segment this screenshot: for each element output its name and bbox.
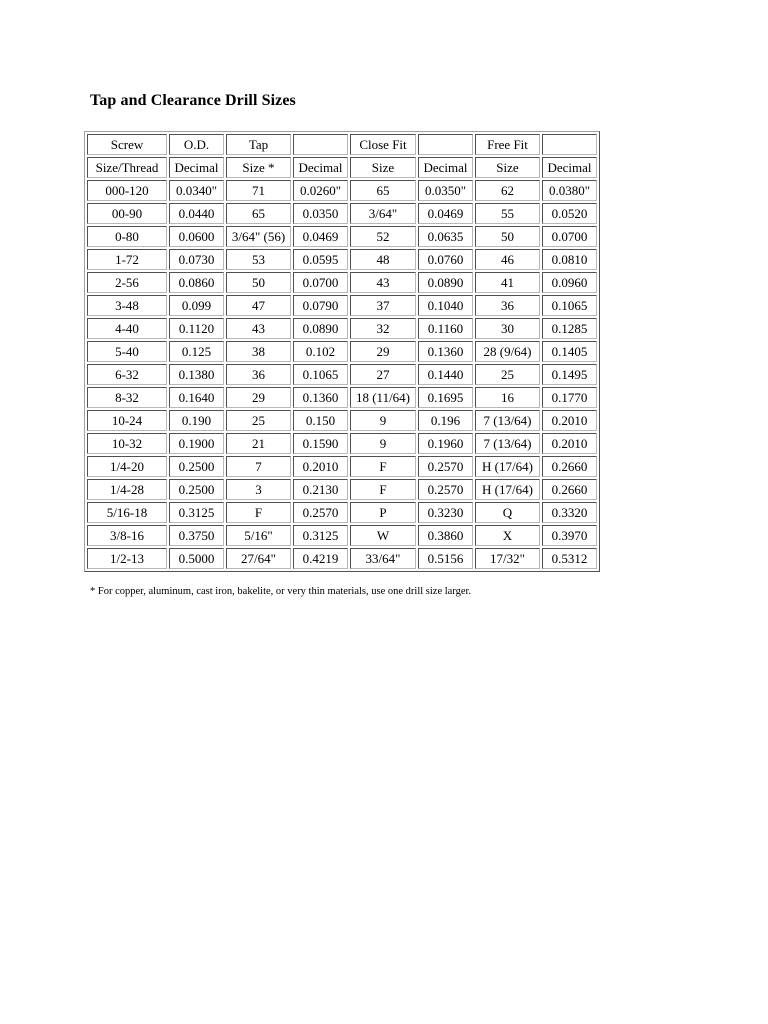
cell-free-fit-decimal: 0.1495 xyxy=(542,364,597,385)
cell-tap-decimal: 0.1360 xyxy=(293,387,348,408)
cell-tap-decimal: 0.150 xyxy=(293,410,348,431)
cell-tap-size: 21 xyxy=(226,433,291,454)
cell-free-fit-decimal: 0.2010 xyxy=(542,433,597,454)
drill-size-table-body xyxy=(87,134,597,569)
cell-free-fit-size: X xyxy=(475,525,540,546)
header-od-decimal: Decimal xyxy=(169,157,224,178)
cell-od-decimal: 0.125 xyxy=(169,341,224,362)
cell-free-fit-size: 41 xyxy=(475,272,540,293)
cell-free-fit-decimal: 0.0700 xyxy=(542,226,597,247)
cell-tap-size: 71 xyxy=(226,180,291,201)
table-row xyxy=(87,226,597,247)
cell-od-decimal: 0.0440 xyxy=(169,203,224,224)
cell-free-fit-size: 16 xyxy=(475,387,540,408)
cell-screw-size: 6-32 xyxy=(87,364,167,385)
cell-free-fit-size: Q xyxy=(475,502,540,523)
cell-tap-decimal: 0.2570 xyxy=(293,502,348,523)
cell-screw-size: 0-80 xyxy=(87,226,167,247)
table-row xyxy=(87,180,597,201)
header-close-decimal: Decimal xyxy=(418,157,473,178)
cell-close-fit-decimal: 0.0635 xyxy=(418,226,473,247)
header-close-fit: Close Fit xyxy=(350,134,416,155)
cell-free-fit-size: 62 xyxy=(475,180,540,201)
cell-tap-decimal: 0.0700 xyxy=(293,272,348,293)
header-free-size: Size xyxy=(475,157,540,178)
cell-screw-size: 4-40 xyxy=(87,318,167,339)
header-tap: Tap xyxy=(226,134,291,155)
cell-tap-decimal: 0.2130 xyxy=(293,479,348,500)
drill-size-table xyxy=(84,131,600,572)
cell-close-fit-decimal: 0.0760 xyxy=(418,249,473,270)
table-row xyxy=(87,387,597,408)
cell-od-decimal: 0.0730 xyxy=(169,249,224,270)
cell-od-decimal: 0.1120 xyxy=(169,318,224,339)
header-blank-tap-decimal xyxy=(293,134,348,155)
table-row xyxy=(87,272,597,293)
cell-tap-size: 25 xyxy=(226,410,291,431)
cell-screw-size: 10-24 xyxy=(87,410,167,431)
cell-free-fit-decimal: 0.1285 xyxy=(542,318,597,339)
cell-tap-size: F xyxy=(226,502,291,523)
cell-tap-size: 50 xyxy=(226,272,291,293)
cell-close-fit-size: 27 xyxy=(350,364,416,385)
cell-free-fit-size: 7 (13/64) xyxy=(475,433,540,454)
cell-tap-decimal: 0.1590 xyxy=(293,433,348,454)
cell-close-fit-size: 48 xyxy=(350,249,416,270)
cell-free-fit-size: 50 xyxy=(475,226,540,247)
cell-free-fit-size: 46 xyxy=(475,249,540,270)
header-tap-size: Size * xyxy=(226,157,291,178)
cell-screw-size: 5-40 xyxy=(87,341,167,362)
cell-screw-size: 10-32 xyxy=(87,433,167,454)
cell-free-fit-size: 7 (13/64) xyxy=(475,410,540,431)
cell-free-fit-decimal: 0.0960 xyxy=(542,272,597,293)
cell-tap-decimal: 0.0260" xyxy=(293,180,348,201)
cell-free-fit-decimal: 0.0810 xyxy=(542,249,597,270)
cell-close-fit-size: 9 xyxy=(350,410,416,431)
table-row xyxy=(87,295,597,316)
cell-tap-size: 5/16" xyxy=(226,525,291,546)
table-row xyxy=(87,433,597,454)
cell-free-fit-decimal: 0.2660 xyxy=(542,479,597,500)
table-row xyxy=(87,456,597,477)
cell-tap-size: 7 xyxy=(226,456,291,477)
cell-free-fit-decimal: 0.1065 xyxy=(542,295,597,316)
cell-screw-size: 3-48 xyxy=(87,295,167,316)
cell-free-fit-size: 36 xyxy=(475,295,540,316)
cell-close-fit-size: 65 xyxy=(350,180,416,201)
cell-screw-size: 000-120 xyxy=(87,180,167,201)
cell-close-fit-size: F xyxy=(350,479,416,500)
cell-free-fit-decimal: 0.2010 xyxy=(542,410,597,431)
cell-screw-size: 00-90 xyxy=(87,203,167,224)
cell-tap-decimal: 0.0595 xyxy=(293,249,348,270)
cell-tap-decimal: 0.0790 xyxy=(293,295,348,316)
header-od: O.D. xyxy=(169,134,224,155)
cell-close-fit-decimal: 0.0350" xyxy=(418,180,473,201)
cell-od-decimal: 0.5000 xyxy=(169,548,224,569)
cell-screw-size: 1/2-13 xyxy=(87,548,167,569)
cell-od-decimal: 0.1640 xyxy=(169,387,224,408)
cell-od-decimal: 0.190 xyxy=(169,410,224,431)
cell-screw-size: 3/8-16 xyxy=(87,525,167,546)
table-header-row-1 xyxy=(87,134,597,155)
cell-screw-size: 2-56 xyxy=(87,272,167,293)
cell-tap-decimal: 0.102 xyxy=(293,341,348,362)
cell-tap-decimal: 0.2010 xyxy=(293,456,348,477)
cell-close-fit-size: 3/64" xyxy=(350,203,416,224)
cell-close-fit-decimal: 0.5156 xyxy=(418,548,473,569)
cell-tap-decimal: 0.0890 xyxy=(293,318,348,339)
cell-free-fit-decimal: 0.1405 xyxy=(542,341,597,362)
cell-tap-size: 47 xyxy=(226,295,291,316)
cell-close-fit-size: F xyxy=(350,456,416,477)
cell-od-decimal: 0.099 xyxy=(169,295,224,316)
cell-close-fit-size: 32 xyxy=(350,318,416,339)
cell-tap-decimal: 0.0469 xyxy=(293,226,348,247)
cell-od-decimal: 0.2500 xyxy=(169,479,224,500)
cell-free-fit-size: H (17/64) xyxy=(475,456,540,477)
cell-free-fit-decimal: 0.3320 xyxy=(542,502,597,523)
cell-close-fit-decimal: 0.2570 xyxy=(418,479,473,500)
header-blank-free-decimal xyxy=(542,134,597,155)
table-row xyxy=(87,318,597,339)
page-title: Tap and Clearance Drill Sizes xyxy=(90,92,296,109)
cell-close-fit-size: P xyxy=(350,502,416,523)
header-tap-decimal: Decimal xyxy=(293,157,348,178)
cell-close-fit-decimal: 0.0890 xyxy=(418,272,473,293)
header-screw: Screw xyxy=(87,134,167,155)
table-row xyxy=(87,203,597,224)
cell-close-fit-decimal: 0.3860 xyxy=(418,525,473,546)
cell-od-decimal: 0.1900 xyxy=(169,433,224,454)
cell-od-decimal: 0.2500 xyxy=(169,456,224,477)
table-row xyxy=(87,502,597,523)
cell-od-decimal: 0.3750 xyxy=(169,525,224,546)
cell-close-fit-size: 37 xyxy=(350,295,416,316)
cell-screw-size: 8-32 xyxy=(87,387,167,408)
cell-tap-size: 53 xyxy=(226,249,291,270)
cell-close-fit-decimal: 0.3230 xyxy=(418,502,473,523)
cell-close-fit-decimal: 0.1360 xyxy=(418,341,473,362)
cell-od-decimal: 0.0600 xyxy=(169,226,224,247)
cell-close-fit-decimal: 0.1160 xyxy=(418,318,473,339)
cell-screw-size: 1/4-28 xyxy=(87,479,167,500)
cell-free-fit-size: H (17/64) xyxy=(475,479,540,500)
cell-close-fit-decimal: 0.1040 xyxy=(418,295,473,316)
cell-close-fit-decimal: 0.1440 xyxy=(418,364,473,385)
cell-tap-size: 29 xyxy=(226,387,291,408)
cell-free-fit-decimal: 0.0520 xyxy=(542,203,597,224)
cell-close-fit-size: W xyxy=(350,525,416,546)
table-row xyxy=(87,249,597,270)
cell-free-fit-decimal: 0.0380" xyxy=(542,180,597,201)
cell-screw-size: 1/4-20 xyxy=(87,456,167,477)
cell-close-fit-size: 43 xyxy=(350,272,416,293)
drill-size-table-container xyxy=(84,131,600,572)
cell-close-fit-size: 52 xyxy=(350,226,416,247)
cell-close-fit-decimal: 0.1695 xyxy=(418,387,473,408)
cell-free-fit-decimal: 0.2660 xyxy=(542,456,597,477)
cell-od-decimal: 0.0860 xyxy=(169,272,224,293)
cell-close-fit-decimal: 0.0469 xyxy=(418,203,473,224)
table-row xyxy=(87,364,597,385)
cell-tap-size: 38 xyxy=(226,341,291,362)
cell-tap-size: 3 xyxy=(226,479,291,500)
cell-od-decimal: 0.0340" xyxy=(169,180,224,201)
cell-screw-size: 1-72 xyxy=(87,249,167,270)
header-free-decimal: Decimal xyxy=(542,157,597,178)
cell-tap-size: 65 xyxy=(226,203,291,224)
footnote: * For copper, aluminum, cast iron, bakelite, or very thin materials, use one drill size larger. xyxy=(90,586,472,597)
table-row xyxy=(87,479,597,500)
cell-tap-size: 27/64" xyxy=(226,548,291,569)
cell-close-fit-decimal: 0.1960 xyxy=(418,433,473,454)
header-size-thread: Size/Thread xyxy=(87,157,167,178)
cell-tap-size: 3/64" (56) xyxy=(226,226,291,247)
cell-free-fit-decimal: 0.3970 xyxy=(542,525,597,546)
cell-free-fit-size: 28 (9/64) xyxy=(475,341,540,362)
cell-free-fit-size: 25 xyxy=(475,364,540,385)
cell-od-decimal: 0.1380 xyxy=(169,364,224,385)
header-close-size: Size xyxy=(350,157,416,178)
cell-od-decimal: 0.3125 xyxy=(169,502,224,523)
cell-free-fit-decimal: 0.5312 xyxy=(542,548,597,569)
header-blank-close-decimal xyxy=(418,134,473,155)
cell-tap-decimal: 0.4219 xyxy=(293,548,348,569)
header-free-fit: Free Fit xyxy=(475,134,540,155)
cell-close-fit-decimal: 0.2570 xyxy=(418,456,473,477)
cell-tap-decimal: 0.3125 xyxy=(293,525,348,546)
cell-close-fit-size: 18 (11/64) xyxy=(350,387,416,408)
cell-tap-size: 43 xyxy=(226,318,291,339)
cell-close-fit-size: 33/64" xyxy=(350,548,416,569)
cell-free-fit-size: 30 xyxy=(475,318,540,339)
cell-close-fit-size: 9 xyxy=(350,433,416,454)
table-row xyxy=(87,525,597,546)
cell-screw-size: 5/16-18 xyxy=(87,502,167,523)
table-row xyxy=(87,341,597,362)
cell-tap-decimal: 0.1065 xyxy=(293,364,348,385)
cell-free-fit-size: 55 xyxy=(475,203,540,224)
cell-free-fit-size: 17/32" xyxy=(475,548,540,569)
table-row xyxy=(87,410,597,431)
table-row xyxy=(87,548,597,569)
cell-tap-size: 36 xyxy=(226,364,291,385)
cell-close-fit-decimal: 0.196 xyxy=(418,410,473,431)
cell-tap-decimal: 0.0350 xyxy=(293,203,348,224)
table-header-row-2 xyxy=(87,157,597,178)
cell-free-fit-decimal: 0.1770 xyxy=(542,387,597,408)
cell-close-fit-size: 29 xyxy=(350,341,416,362)
